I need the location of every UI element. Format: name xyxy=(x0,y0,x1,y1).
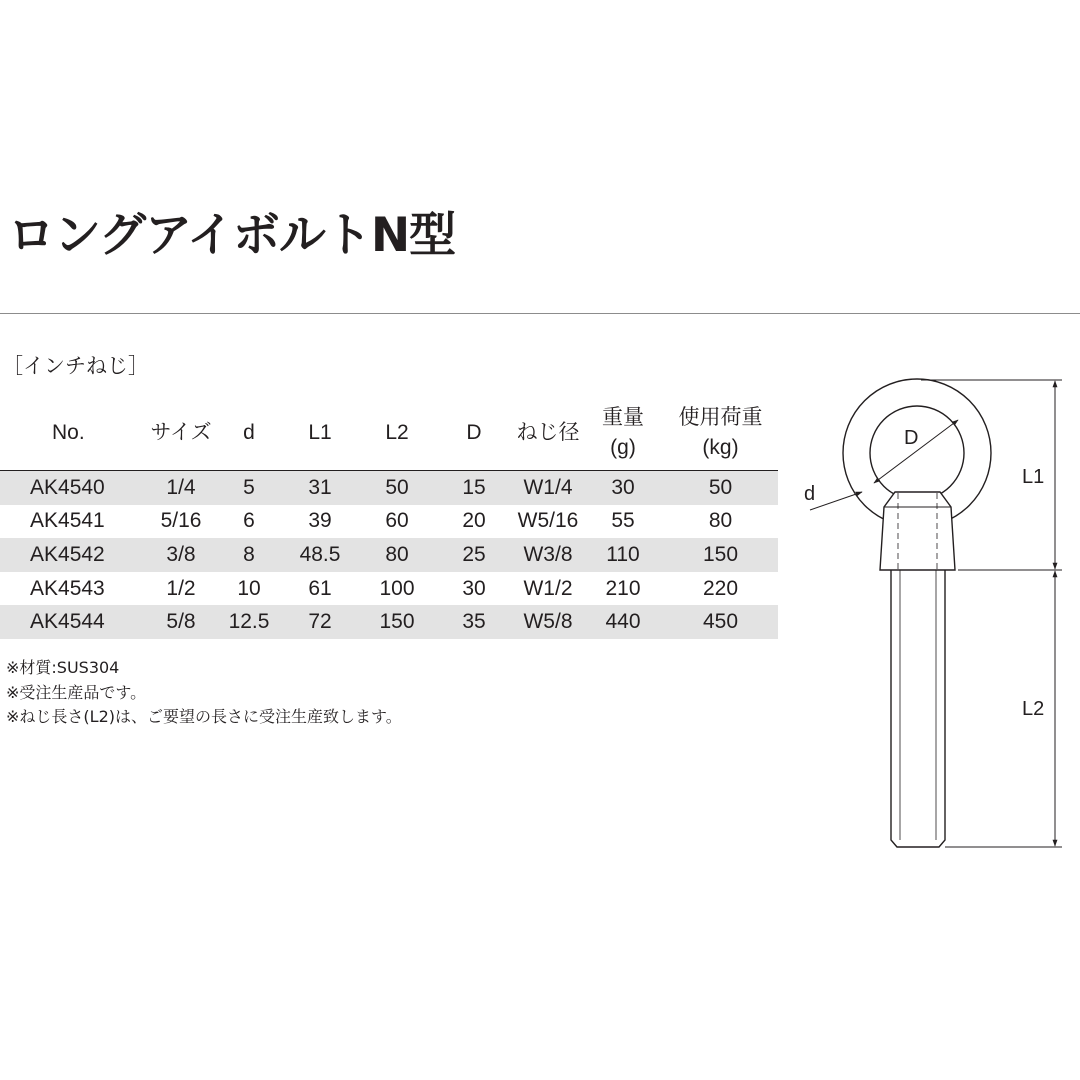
table-row xyxy=(0,505,778,539)
cell-size: 1/2 xyxy=(166,576,196,600)
table-row xyxy=(0,572,778,606)
header-working-load: 使用荷重 (kg) xyxy=(663,396,778,471)
cell-no: AK4544 xyxy=(0,605,145,639)
cell-no: AK4543 xyxy=(30,576,105,600)
table-row xyxy=(0,538,778,572)
cell-l1: 39 xyxy=(308,509,332,533)
cell-no: AK4542 xyxy=(0,538,145,572)
label-d: d xyxy=(804,483,816,505)
cell-weight: 110 xyxy=(583,538,663,572)
cell-diameter: 25 xyxy=(435,538,513,572)
collar xyxy=(880,492,955,570)
cell-size: 5/16 xyxy=(160,509,202,533)
eye-bolt-drawing xyxy=(790,370,1080,870)
header-thread-diameter: ねじ径 xyxy=(513,396,583,471)
cell-size: 3/8 xyxy=(145,538,217,572)
table-row xyxy=(0,605,778,639)
cell-l2: 80 xyxy=(359,538,435,572)
cell-d: 6 xyxy=(243,509,255,533)
cell-thread: W1/4 xyxy=(513,471,583,505)
header-d: d xyxy=(217,396,281,471)
note-made-to-order: ※受注生産品です。 xyxy=(6,682,147,702)
header-l1: L1 xyxy=(281,396,359,471)
cell-size: 5/8 xyxy=(145,605,217,639)
header-diameter: D xyxy=(435,396,513,471)
cell-diameter: 20 xyxy=(462,509,486,533)
cell-d: 12.5 xyxy=(217,605,281,639)
header-no: No. xyxy=(0,396,145,471)
header-l2: L2 xyxy=(359,396,435,471)
note-thread-length: ※ねじ長さ(L2)は、ご要望の長さに受注生産致します。 xyxy=(6,707,402,726)
cell-l2: 60 xyxy=(385,509,409,533)
cell-d: 10 xyxy=(237,576,261,600)
cell-load: 220 xyxy=(702,576,739,600)
cell-l2: 50 xyxy=(359,471,435,505)
cell-l1: 61 xyxy=(308,576,332,600)
cell-d: 5 xyxy=(217,471,281,505)
threaded-shank xyxy=(891,570,945,847)
cell-diameter: 15 xyxy=(435,471,513,505)
dimension-d-leader xyxy=(810,492,862,510)
note-material: ※材質:SUS304 xyxy=(6,658,120,677)
cell-load: 150 xyxy=(663,538,778,572)
notes xyxy=(6,656,402,730)
cell-weight: 30 xyxy=(583,471,663,505)
label-D: D xyxy=(904,427,919,449)
label-L1: L1 xyxy=(1022,466,1045,488)
cell-l2: 100 xyxy=(379,576,415,600)
cell-thread: W5/8 xyxy=(513,605,583,639)
cell-no: AK4540 xyxy=(0,471,145,505)
table-header-row xyxy=(0,396,778,471)
cell-l1: 72 xyxy=(281,605,359,639)
cell-weight: 210 xyxy=(605,576,641,600)
page-title: ロングアイボルトN型 xyxy=(8,208,456,263)
cell-diameter: 35 xyxy=(435,605,513,639)
cell-thread: W5/16 xyxy=(517,509,579,533)
cell-l2: 150 xyxy=(359,605,435,639)
cell-load: 50 xyxy=(663,471,778,505)
cell-load: 450 xyxy=(663,605,778,639)
cell-diameter: 30 xyxy=(462,576,486,600)
label-L2: L2 xyxy=(1022,698,1045,720)
header-size: サイズ xyxy=(145,396,217,471)
cell-size: 1/4 xyxy=(145,471,217,505)
cell-weight: 55 xyxy=(611,509,635,533)
cell-load: 80 xyxy=(708,509,733,533)
table-row xyxy=(0,471,778,505)
eye-ring-inner xyxy=(870,406,964,500)
cell-thread: W3/8 xyxy=(513,538,583,572)
header-weight: 重量 (g) xyxy=(583,396,663,471)
thread-type-label: ［インチねじ］ xyxy=(2,354,149,378)
cell-weight: 440 xyxy=(583,605,663,639)
cell-l1: 31 xyxy=(281,471,359,505)
spec-table xyxy=(0,396,778,639)
cell-l1: 48.5 xyxy=(281,538,359,572)
cell-no: AK4541 xyxy=(30,509,105,533)
cell-thread: W1/2 xyxy=(523,576,573,600)
cell-d: 8 xyxy=(217,538,281,572)
title-divider xyxy=(0,313,1080,314)
